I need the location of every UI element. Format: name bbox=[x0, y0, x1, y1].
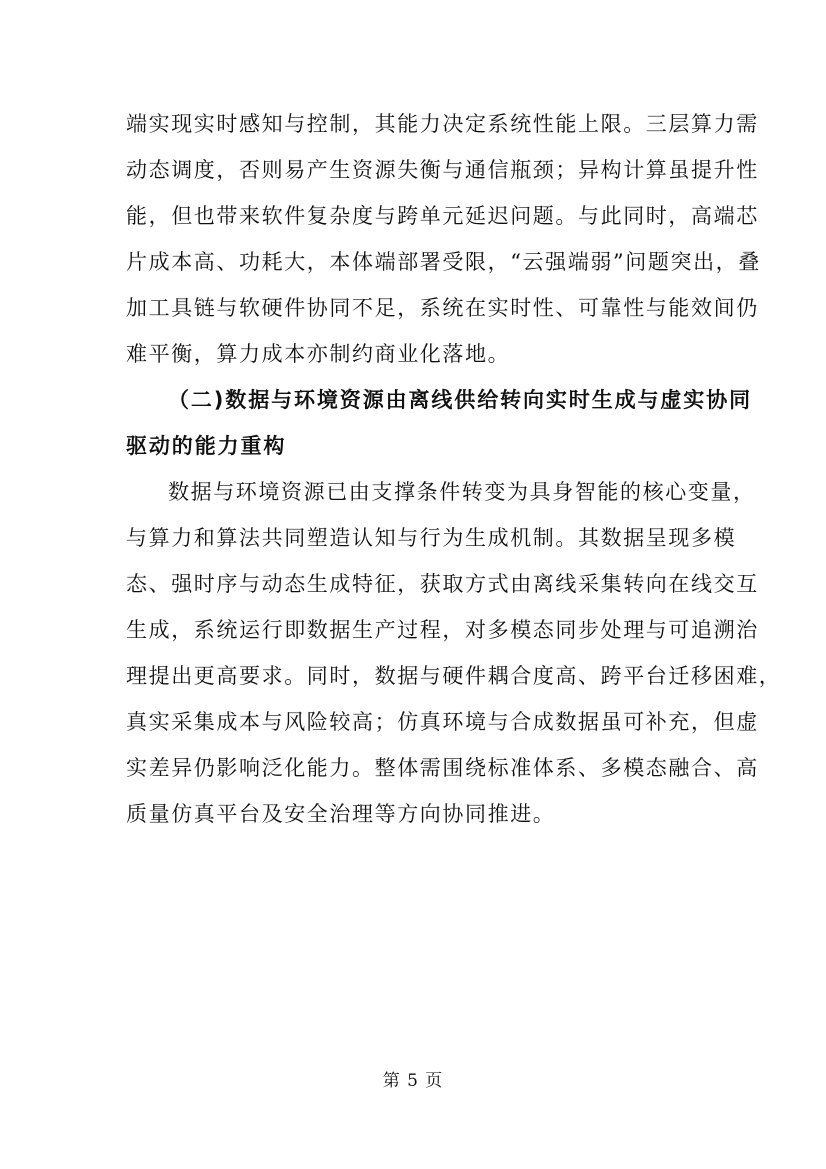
paragraph-line: 质量仿真平台及安全治理等方向协同推进。 bbox=[126, 802, 556, 826]
paragraph-line: 态、强时序与动态生成特征，获取方式由离线采集转向在线交互 bbox=[126, 572, 759, 596]
paragraph-line: 与算力和算法共同塑造认知与行为生成机制。其数据呈现多模 bbox=[126, 526, 737, 550]
paragraph-line: 理提出更高要求。同时，数据与硬件耦合度高、跨平台迁移困难， bbox=[126, 664, 782, 688]
paragraph-line: 能，但也带来软件复杂度与跨单元延迟问题。与此同时，高端芯 bbox=[126, 204, 759, 228]
paragraph-line: 难平衡，算力成本亦制约商业化落地。 bbox=[126, 342, 511, 366]
paragraph-line: 数据与环境资源已由支撑条件转变为具身智能的核心变量， bbox=[168, 480, 756, 504]
paragraph-line: 真实采集成本与风险较高；仿真环境与合成数据虽可补充，但虚 bbox=[126, 710, 759, 734]
paragraph-line: 片成本高、功耗大，本体端部署受限，“云强端弱”问题突出，叠 bbox=[126, 250, 761, 274]
section-heading-line: 驱动的能力重构 bbox=[126, 434, 287, 458]
section-heading-line: （二)数据与环境资源由离线供给转向实时生成与虚实协同 bbox=[168, 388, 752, 412]
paragraph-line: 动态调度，否则易产生资源失衡与通信瓶颈；异构计算虽提升性 bbox=[126, 158, 759, 182]
paragraph-line: 加工具链与软硬件协同不足，系统在实时性、可靠性与能效间仍 bbox=[126, 296, 759, 320]
paragraph-line: 端实现实时感知与控制，其能力决定系统性能上限。三层算力需 bbox=[126, 112, 759, 136]
page-number: 第 5 页 bbox=[382, 1071, 444, 1091]
paragraph-line: 实差异仍影响泛化能力。整体需围绕标准体系、多模态融合、高 bbox=[126, 756, 759, 780]
paragraph-line: 生成，系统运行即数据生产过程，对多模态同步处理与可追溯治 bbox=[126, 618, 759, 642]
